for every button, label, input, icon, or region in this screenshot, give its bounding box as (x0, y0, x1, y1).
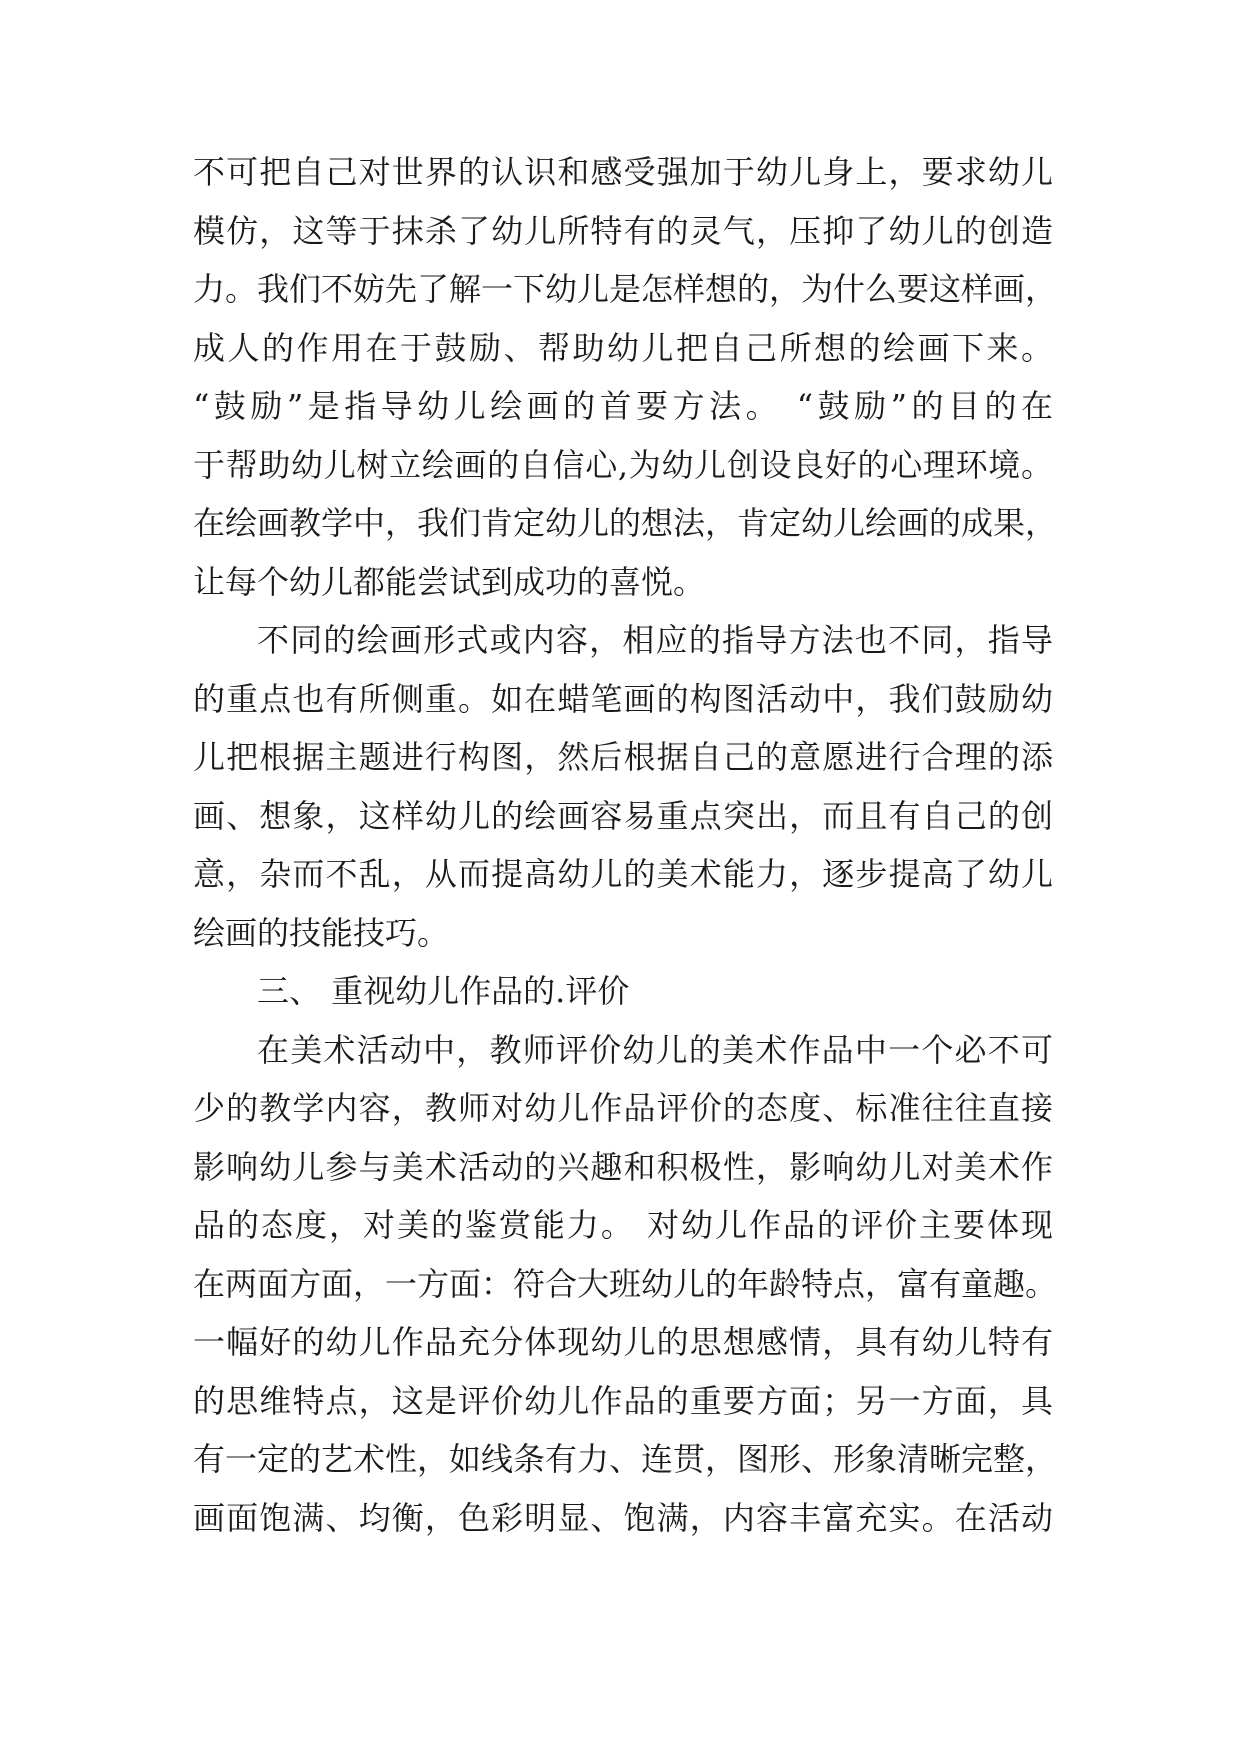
paragraph-line: 在两面方面，一方面：符合大班幼儿的年龄特点，富有童趣。 (193, 1264, 1058, 1303)
paragraph-line: 的重点也有所侧重。如在蜡笔画的构图活动中，我们鼓励幼 (193, 679, 1053, 718)
body-text (193, 143, 1058, 1547)
paragraph-line: 的思维特点，这是评价幼儿作品的重要方面；另一方面，具 (193, 1381, 1053, 1420)
paragraph-line: 画、想象，这样幼儿的绘画容易重点突出，而且有自己的创 (193, 796, 1053, 835)
paragraph-line: 不可把自己对世界的认识和感受强加于幼儿身上，要求幼儿 (193, 153, 1053, 191)
paragraph-line: 让每个幼儿都能尝试到成功的喜悦。 (193, 562, 706, 601)
paragraph-line: “鼓励”是指导幼儿绘画的首要方法。 “鼓励”的目的在 (193, 387, 1053, 425)
paragraph-line: 有一定的艺术性，如线条有力、连贯，图形、形象清晰完整， (193, 1440, 1058, 1478)
paragraph-line: 影响幼儿参与美术活动的兴趣和积极性，影响幼儿对美术作 (193, 1147, 1053, 1186)
paragraph-line: 在绘画教学中，我们肯定幼儿的想法，肯定幼儿绘画的成果， (193, 504, 1058, 542)
paragraph-line: 意，杂而不乱，从而提高幼儿的美术能力，逐步提高了幼儿 (193, 855, 1053, 893)
paragraph-line: 少的教学内容，教师对幼儿作品评价的态度、标准往往直接 (193, 1089, 1053, 1127)
paragraph-line: 力。我们不妨先了解一下幼儿是怎样想的，为什么要这样画， (193, 270, 1058, 308)
paragraph-line: 儿把根据主题进行构图，然后根据自己的意愿进行合理的添 (193, 738, 1053, 776)
paragraph-line: 模仿，这等于抹杀了幼儿所特有的灵气，压抑了幼儿的创造 (193, 211, 1053, 250)
paragraph-line: 成人的作用在于鼓励、帮助幼儿把自己所想的绘画下来。 (193, 328, 1053, 367)
paragraph-line: 不同的绘画形式或内容，相应的指导方法也不同，指导 (257, 621, 1053, 659)
paragraph-line: 绘画的技能技巧。 (193, 913, 450, 952)
paragraph-line: 画面饱满、均衡，色彩明显、饱满，内容丰富充实。在活动 (193, 1498, 1053, 1537)
section-heading: 三、 重视幼儿作品的.评价 (257, 972, 630, 1010)
paragraph-line: 品的态度，对美的鉴赏能力。 对幼儿作品的评价主要体现 (193, 1206, 1053, 1244)
paragraph-line: 一幅好的幼儿作品充分体现幼儿的思想感情，具有幼儿特有 (193, 1323, 1053, 1361)
paragraph-line: 于帮助幼儿树立绘画的自信心,为幼儿创设良好的心理环境。 (193, 445, 1053, 484)
paragraph-line: 在美术活动中，教师评价幼儿的美术作品中一个必不可 (257, 1030, 1053, 1069)
